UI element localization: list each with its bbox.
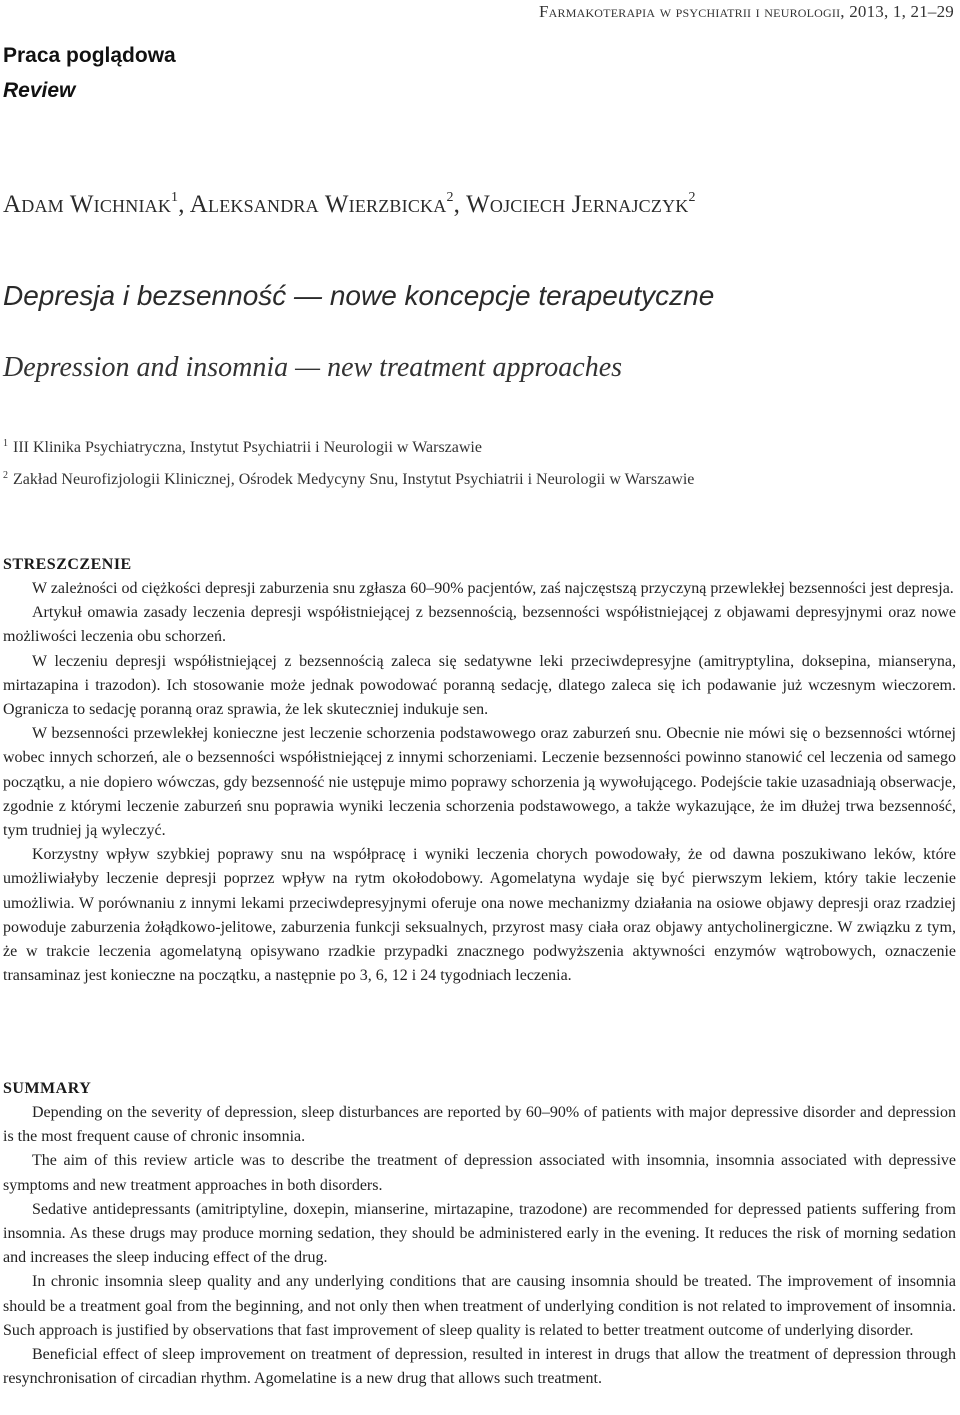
author-affiliation-mark: 2: [688, 190, 696, 205]
affiliation-text: III Klinika Psychiatryczna, Instytut Psychiatrii i Neurologii w Warszawie: [13, 439, 482, 456]
summary-paragraph: The aim of this review article was to describe the treatment of depression associated with insomnia, insomnia associated with depressive symptoms and new treatment approaches in both disorders.: [3, 1152, 956, 1194]
author-affiliation-mark: 1: [171, 190, 179, 205]
abstract-paragraph: Artykuł omawia zasady leczenia depresji współistniejącej z bezsennością, bezsenności współistniejącej z objawami depresyjnymi oraz nowe możliwości leczenia obu schorzeń.: [3, 604, 956, 646]
abstract-paragraph: W bezsenności przewlekłej konieczne jest leczenie schorzenia podstawowego oraz zaburzeń snu. Obecnie nie mówi się o bezsenności wtórnej wobec innych schorzeń, ale o bezsenności współistniejącej z innymi schorzeniami. Leczenie bezsenności powinno stanowić cel leczenia od samego początku, a nie dopiero wówczas, gdy bezsenność nie ustępuje mimo poprawy schorzenia ją wywołującego. Podejście takie uzasadniają obserwacje, zgodnie z którymi leczenie zaburzeń snu poprawia wyniki leczenia schorzenia podstawowego, a także wykazujące, że im dłużej trwa bezsenność, tym trudniej ją wyleczyć.: [3, 725, 956, 840]
author-list: [3, 190, 696, 219]
title-polish: Depresja i bezsenność — nowe koncepcje terapeutyczne: [3, 280, 715, 311]
summary-paragraph: Sedative antidepressants (amitriptyline, doxepin, mianserine, mirtazapine, trazodone) are recommended for depressed patients suffering from insomnia. As these drugs may produce morning sedation, they should be administered early in the evening. It reduces the risk of morning sedation and increases the sleep inducing effect of the drug.: [3, 1200, 956, 1267]
affiliation: [3, 438, 482, 457]
author-name: Aleksandra Wierzbicka: [189, 191, 447, 218]
author-affiliation-mark: 2: [446, 190, 454, 205]
abstract-polish: [3, 553, 956, 988]
abstract-heading: STRESZCZENIE: [3, 556, 132, 573]
journal-header: Farmakoterapia w psychiatrii i neurologii, 2013, 1, 21–29: [538, 2, 954, 21]
author-name: Adam Wichniak: [3, 191, 172, 218]
affiliation-number: 1: [3, 438, 8, 449]
abstract-paragraph: W zależności od ciężkości depresji zaburzenia snu zgłasza 60–90% pacjentów, zaś najczęstszą przyczyną przewlekłej bezsenności jest depresja.: [32, 580, 954, 597]
summary-paragraph: In chronic insomnia sleep quality and any underlying conditions that are causing insomnia should be treated. The improvement of insomnia should be a treatment goal from the beginning, and not only then when treatment of underlying condition is not related to improvement of insomnia. Such approach is justified by observations that fast improvement of sleep quality is related to better treatment outcome of underlying disorder.: [3, 1273, 956, 1339]
author-separator: ,: [178, 191, 190, 218]
affiliation-number: 2: [3, 470, 8, 481]
article-type-pl: Praca poglądowa: [3, 44, 176, 67]
author-name: Wojciech Jernajczyk: [466, 191, 689, 218]
abstract-paragraph: W leczeniu depresji współistniejącej z bezsennością zaleca się sedatywne leki przeciwdepresyjne (amitryptylina, doksepina, mianseryna, mirtazapina i trazodon). Ich stosowanie może jednak powodować poranną sedację, dlatego zaleca się ich podawanie już wczesnym wieczorem. Ogranicza to sedację poranną oraz sprawia, że lek skuteczniej indukuje sen.: [3, 652, 956, 719]
affiliation-text: Zakład Neurofizjologii Klinicznej, Ośrodek Medycyny Snu, Instytut Psychiatrii i Neurologii w Warszawie: [13, 471, 695, 488]
title-english: Depression and insomnia — new treatment approaches: [3, 352, 623, 383]
author-separator: ,: [453, 191, 467, 218]
affiliation: [3, 470, 694, 489]
article-type-en: Review: [3, 79, 76, 102]
summary-heading: SUMMARY: [3, 1080, 92, 1097]
summary-paragraph: Depending on the severity of depression, sleep disturbances are reported by 60–90% of patients with major depressive disorder and depression is the most frequent cause of chronic insomnia.: [3, 1104, 956, 1146]
abstract-english: [3, 1077, 956, 1391]
summary-paragraph: Beneficial effect of sleep improvement on treatment of depression, resulted in interest in drugs that allow the treatment of depression through resynchronisation of circadian rhythm. Agomelatine is a new drug that allows such treatment.: [3, 1346, 956, 1388]
abstract-paragraph: Korzystny wpływ szybkiej poprawy snu na współpracę i wyniki leczenia chorych powodowały, że od dawna poszukiwano leków, które umożliwiałyby leczenie depresji poprzez wpływ na rytm okołodobowy. Agomelatyna wydaje się być pierwszym lekiem, który takie leczenie umożliwia. W porównaniu z innymi lekami przeciwdepresyjnymi oferuje ona nowe mechanizmy działania na osiowe objawy depresji oraz rzadziej powoduje zaburzenia żołądkowo-jelitowe, zaburzenia funkcji seksualnych, przyrost masy ciała oraz objawy antycholinergiczne. W związku z tym, że w trakcie leczenia agomelatyną opisywano rzadkie przypadki znacznego podwyższenia aktywności enzymów wątrobowych, oznaczenie transaminaz jest konieczne na początku, a następnie po 3, 6, 12 i 24 tygodniach leczenia.: [3, 846, 956, 985]
